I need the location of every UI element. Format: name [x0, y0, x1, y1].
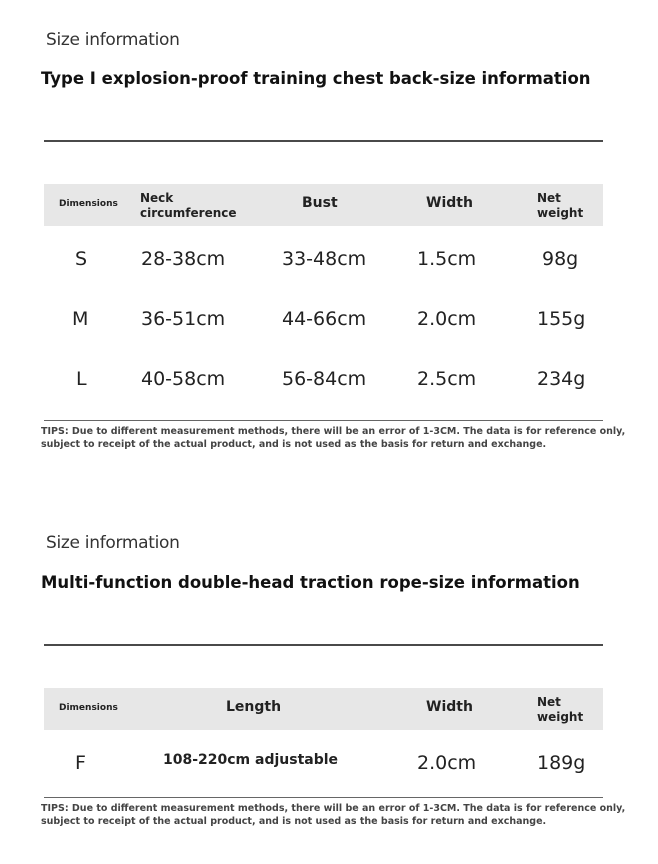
section2-title: Multi-function double-head traction rope-size information [41, 573, 580, 592]
row-s-size: S [75, 248, 88, 270]
section2-tips [41, 802, 625, 828]
header-dimensions: Dimensions [59, 199, 118, 209]
section2-tips-line2: subject to receipt of the actual product, and is not used as the basis for return and exchange. [41, 816, 547, 827]
section1-title: Type I explosion-proof training chest back-size information [41, 69, 591, 88]
row-s-bust: 33-48cm [282, 248, 367, 270]
header-neck-line1: Neck [140, 191, 174, 205]
row-f-weight: 189g [537, 752, 586, 774]
row-m-bust: 44-66cm [282, 308, 367, 330]
section2-subtitle: Size information [46, 533, 180, 553]
row-m-weight: 155g [537, 308, 586, 330]
header-width: Width [426, 195, 473, 211]
header-net-line2: weight [537, 206, 584, 220]
section1-tips [41, 425, 625, 451]
row-l-width: 2.5cm [417, 368, 477, 390]
section2-top-rule [44, 644, 603, 646]
header2-length: Length [226, 699, 282, 715]
section1-top-rule [44, 140, 603, 142]
section1-tips-line2: subject to receipt of the actual product, and is not used as the basis for return and exchange. [41, 439, 547, 450]
section2-bottom-rule [44, 797, 603, 798]
header2-dimensions: Dimensions [59, 703, 118, 713]
row-l-weight: 234g [537, 368, 586, 390]
header-net-weight [537, 191, 583, 221]
header-neck-line2: circumference [140, 206, 237, 220]
header-bust: Bust [302, 195, 338, 211]
row-f-size: F [75, 752, 86, 774]
row-s-width: 1.5cm [417, 248, 477, 270]
row-m-size: M [72, 308, 89, 330]
header-neck [140, 191, 237, 221]
row-s-neck: 28-38cm [141, 248, 226, 270]
header2-net-line2: weight [537, 710, 584, 724]
header2-width: Width [426, 699, 473, 715]
row-m-neck: 36-51cm [141, 308, 226, 330]
row-f-length: 108-220cm adjustable [163, 752, 339, 768]
row-s-weight: 98g [542, 248, 579, 270]
section1-subtitle: Size information [46, 30, 180, 50]
row-f-width: 2.0cm [417, 752, 477, 774]
row-m-width: 2.0cm [417, 308, 477, 330]
section2-tips-line1: TIPS: Due to different measurement methods, there will be an error of 1-3CM. The data is for reference only, [41, 803, 626, 814]
section1-tips-line1: TIPS: Due to different measurement methods, there will be an error of 1-3CM. The data is for reference only, [41, 426, 626, 437]
section1-bottom-rule [44, 420, 603, 421]
row-l-bust: 56-84cm [282, 368, 367, 390]
header2-net-line1: Net [537, 695, 561, 709]
header2-net-weight [537, 695, 583, 725]
section2-table-header [44, 688, 603, 730]
header-net-line1: Net [537, 191, 561, 205]
row-l-neck: 40-58cm [141, 368, 226, 390]
row-l-size: L [76, 368, 87, 390]
